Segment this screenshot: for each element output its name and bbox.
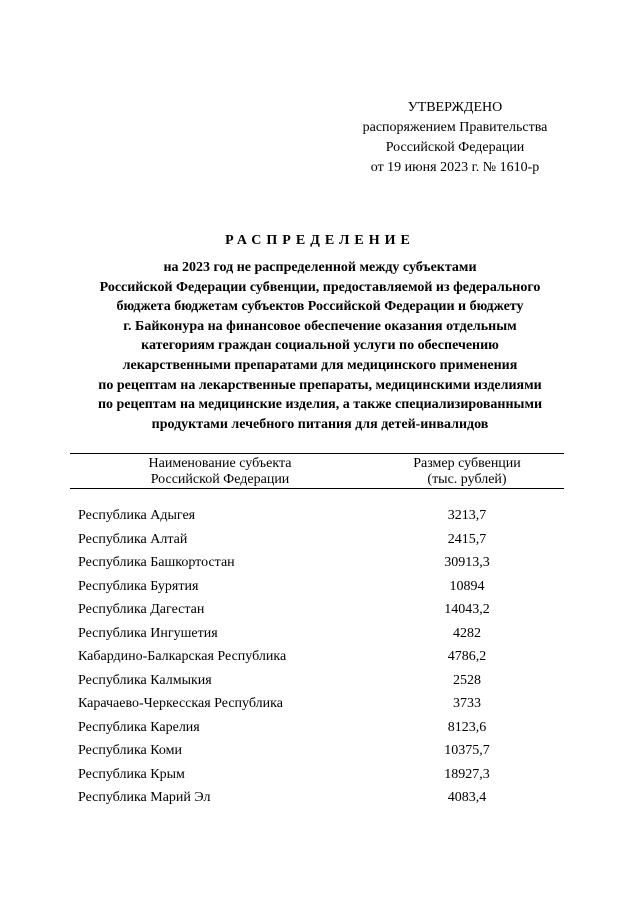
- subvention-amount: 10375,7: [444, 743, 490, 758]
- column-header-amount-line: (тыс. рублей): [427, 472, 507, 487]
- subvention-amount: 18927,3: [444, 766, 490, 782]
- approval-line: распоряжением Правительства: [362, 120, 548, 135]
- table-row: [78, 624, 564, 648]
- column-header-subject: [70, 456, 370, 488]
- subtitle-line: г. Байконура на финансовое обеспечение оказания отдельным: [123, 318, 517, 334]
- subject-name: Республика Башкортостан: [78, 555, 235, 570]
- document-subtitle: [60, 258, 580, 434]
- subject-name: Республика Марий Эл: [78, 790, 211, 805]
- approval-date-number: от 19 июня 2023 г. № 1610-р: [370, 160, 540, 175]
- subject-name: Республика Алтай: [78, 531, 188, 547]
- subject-name: Республика Коми: [78, 743, 182, 758]
- subvention-table-body: [78, 506, 564, 812]
- subtitle-line: по рецептам на медицинские изделия, а также специализированными: [97, 397, 543, 413]
- subvention-amount: 2528: [453, 672, 481, 688]
- table-row: [78, 600, 564, 624]
- subvention-amount: 30913,3: [444, 555, 490, 570]
- subvention-amount: 4083,4: [447, 790, 487, 805]
- table-row: [78, 741, 564, 765]
- subtitle-line: продуктами лечебного питания для детей-инвалидов: [151, 416, 489, 432]
- table-top-border: [70, 453, 564, 454]
- table-row: [78, 530, 564, 554]
- column-header-amount: [370, 456, 564, 488]
- subvention-amount: 3733: [453, 696, 481, 711]
- subject-name: Республика Ингушетия: [78, 625, 218, 641]
- subtitle-line: категориям граждан социальной услуги по обеспечению: [141, 338, 499, 354]
- subvention-amount: 2415,7: [447, 531, 487, 547]
- table-row: [78, 577, 564, 601]
- table-row: [78, 647, 564, 671]
- approval-heading: УТВЕРЖДЕНО: [407, 100, 503, 115]
- subject-name: Республика Крым: [78, 766, 185, 782]
- table-header-border: [70, 488, 564, 489]
- table-row: [78, 506, 564, 530]
- table-row: [78, 765, 564, 789]
- table-row: [78, 694, 564, 718]
- subvention-amount: 4282: [453, 625, 481, 641]
- subject-name: Карачаево-Черкесская Республика: [78, 696, 283, 711]
- subtitle-line: лекарственными препаратами для медицинского применения: [122, 357, 518, 373]
- subvention-amount: 8123,6: [447, 719, 487, 735]
- column-header-amount-line: Размер субвенции: [413, 456, 521, 471]
- approval-line: Российской Федерации: [385, 140, 525, 155]
- subvention-amount: 4786,2: [447, 649, 487, 664]
- subject-name: Республика Бурятия: [78, 578, 199, 594]
- subject-name: Кабардино-Балкарская Республика: [78, 649, 287, 664]
- subvention-amount: 10894: [449, 578, 485, 594]
- column-header-subject-line: Наименование субъекта: [148, 456, 292, 471]
- table-row: [78, 718, 564, 742]
- approval-stamp: [330, 98, 580, 178]
- subject-name: Республика Карелия: [78, 719, 200, 735]
- table-row: [78, 671, 564, 695]
- subtitle-line: на 2023 год не распределенной между субъектами: [163, 260, 477, 275]
- subvention-amount: 14043,2: [444, 602, 490, 617]
- subtitle-line: бюджета бюджетам субъектов Российской Федерации и бюджету: [116, 299, 524, 315]
- document-title: РАСПРЕДЕЛЕНИЕ: [225, 233, 415, 248]
- table-row: [78, 553, 564, 577]
- subtitle-line: по рецептам на лекарственные препараты, медицинскими изделиями: [98, 377, 542, 393]
- column-header-subject-line: Российской Федерации: [150, 472, 290, 487]
- subject-name: Республика Адыгея: [78, 508, 196, 523]
- table-row: [78, 788, 564, 812]
- subject-name: Республика Калмыкия: [78, 672, 212, 688]
- subvention-amount: 3213,7: [447, 508, 487, 523]
- subtitle-line: Российской Федерации субвенции, предоставляемой из федерального: [99, 279, 541, 295]
- subject-name: Республика Дагестан: [78, 602, 205, 617]
